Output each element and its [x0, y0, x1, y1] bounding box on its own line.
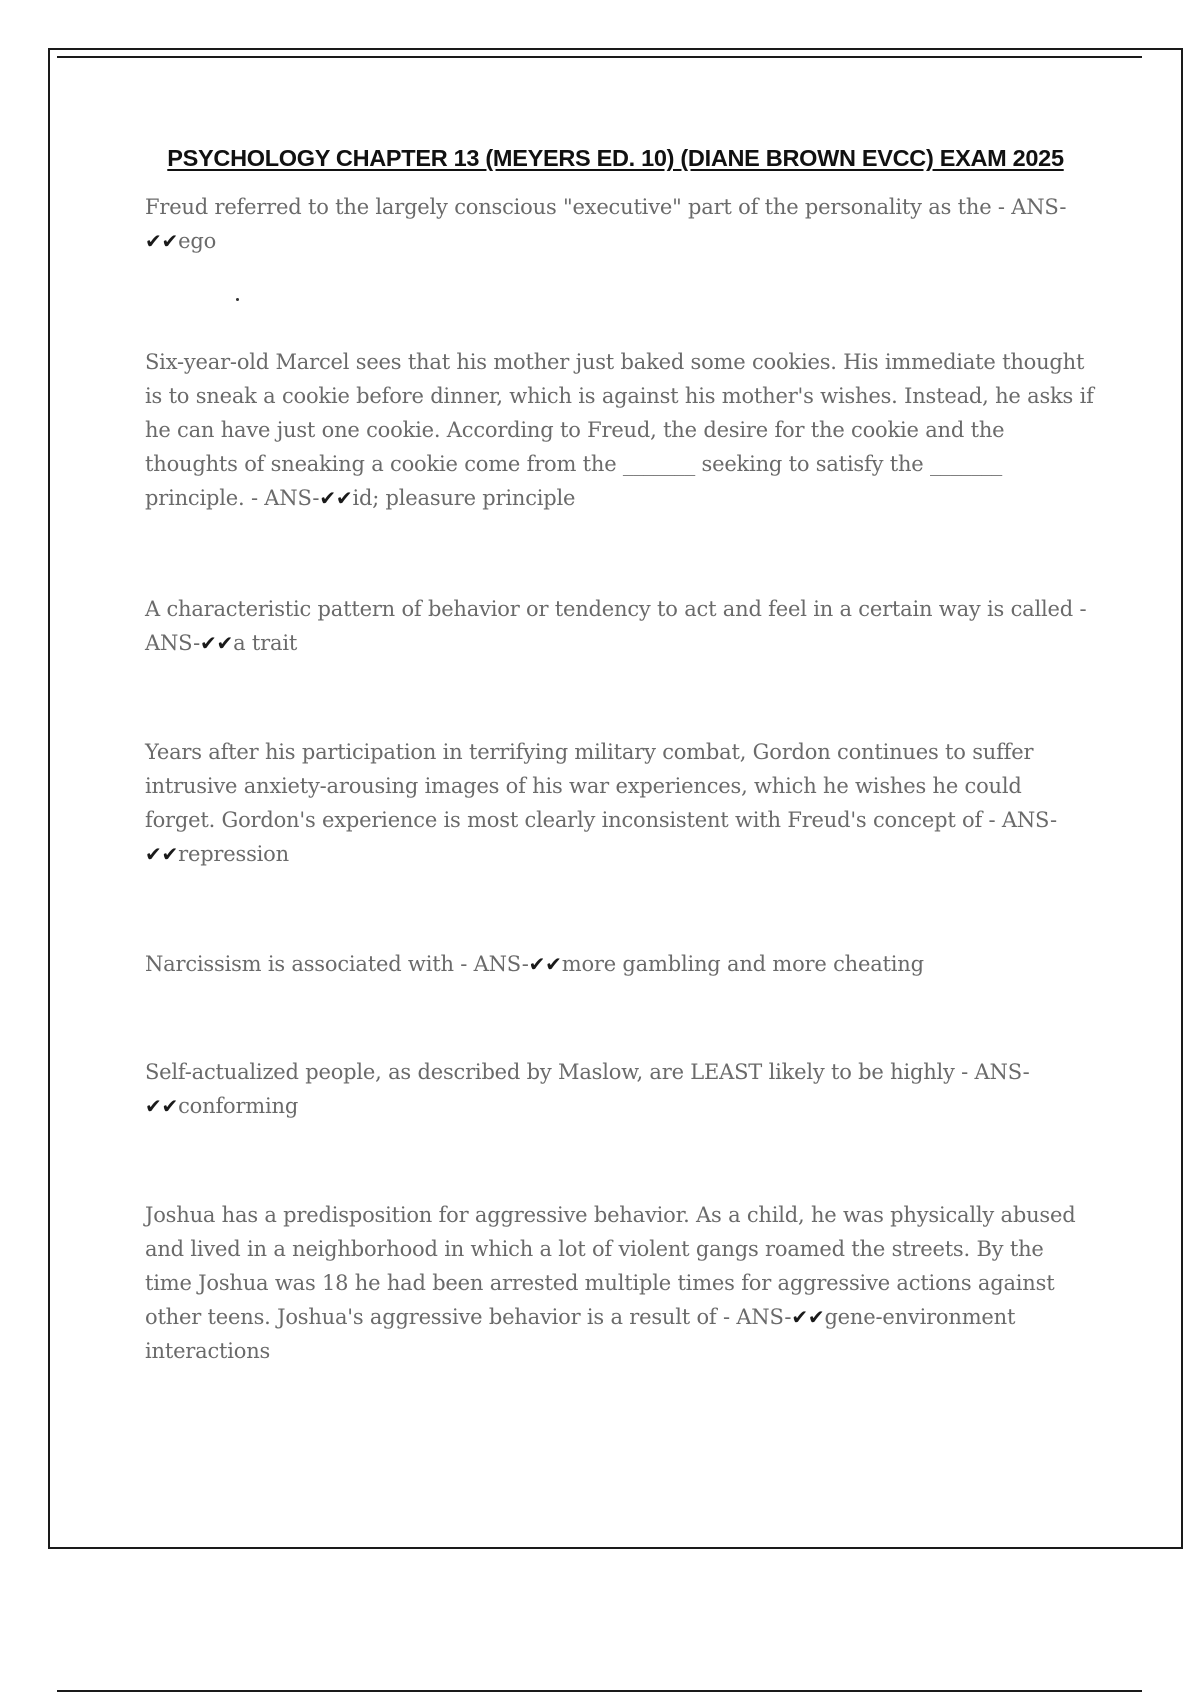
- qa-item: [145, 947, 1095, 981]
- qa-item: [145, 345, 1095, 515]
- answer-text: a trait: [233, 631, 298, 655]
- question-text: Narcissism is associated with - ANS-: [145, 952, 529, 976]
- check-mark-icon: ✔✔: [319, 486, 353, 510]
- question-text: Years after his participation in terrifying military combat, Gordon continues to suffer intrusive anxiety-arousing images of his war experiences, which he wishes he could forget. Gordon's experience is most clearly inconsistent with Freud's concept of - ANS-: [145, 740, 1057, 832]
- frame-top-rule: [57, 56, 1142, 58]
- check-mark-icon: ✔✔: [200, 631, 234, 655]
- check-mark-icon: ✔✔: [528, 952, 562, 976]
- answer-text: more gambling and more cheating: [561, 952, 924, 976]
- question-text: Self-actualized people, as described by Maslow, are LEAST likely to be highly - ANS-: [145, 1060, 1030, 1084]
- check-mark-icon: ✔✔: [145, 229, 179, 253]
- question-text: Freud referred to the largely conscious "executive" part of the personality as the - ANS-: [145, 195, 1067, 219]
- qa-item: [145, 190, 1095, 258]
- qa-item: [145, 1055, 1095, 1123]
- bottom-rule: [57, 1690, 1142, 1692]
- question-text: A characteristic pattern of behavior or tendency to act and feel in a certain way is called - ANS-: [145, 597, 1087, 655]
- qa-item: [145, 1198, 1095, 1368]
- qa-item: [145, 592, 1095, 660]
- answer-text: conforming: [178, 1094, 299, 1118]
- stray-dot: [236, 298, 239, 301]
- check-mark-icon: ✔✔: [145, 1094, 179, 1118]
- question-text: Joshua has a predisposition for aggressive behavior. As a child, he was physically abused and lived in a neighborhood in which a lot of violent gangs roamed the streets. By the time Joshua was 18 he had been arrested multiple times for aggressive actions against other teens. Joshua's aggressive behavior is a result of - ANS-: [145, 1203, 1076, 1329]
- qa-item: [145, 735, 1095, 871]
- answer-text: id; pleasure principle: [352, 486, 576, 510]
- answer-text: gene-environment interactions: [145, 1305, 1016, 1363]
- document-title: PSYCHOLOGY CHAPTER 13 (MEYERS ED. 10) (DIANE BROWN EVCC) EXAM 2025: [167, 145, 1064, 171]
- answer-text: ego: [178, 229, 217, 253]
- check-mark-icon: ✔✔: [791, 1305, 825, 1329]
- check-mark-icon: ✔✔: [145, 842, 179, 866]
- question-text: Six-year-old Marcel sees that his mother just baked some cookies. His immediate thought is to sneak a cookie before dinner, which is against his mother's wishes. Instead, he asks if he can have just one cookie. According to Freud, the desire for the cookie and the thoughts of sneaking a cookie come from the _______ seeking to satisfy the _______ principle. - ANS-: [145, 350, 1094, 510]
- answer-text: repression: [178, 842, 289, 866]
